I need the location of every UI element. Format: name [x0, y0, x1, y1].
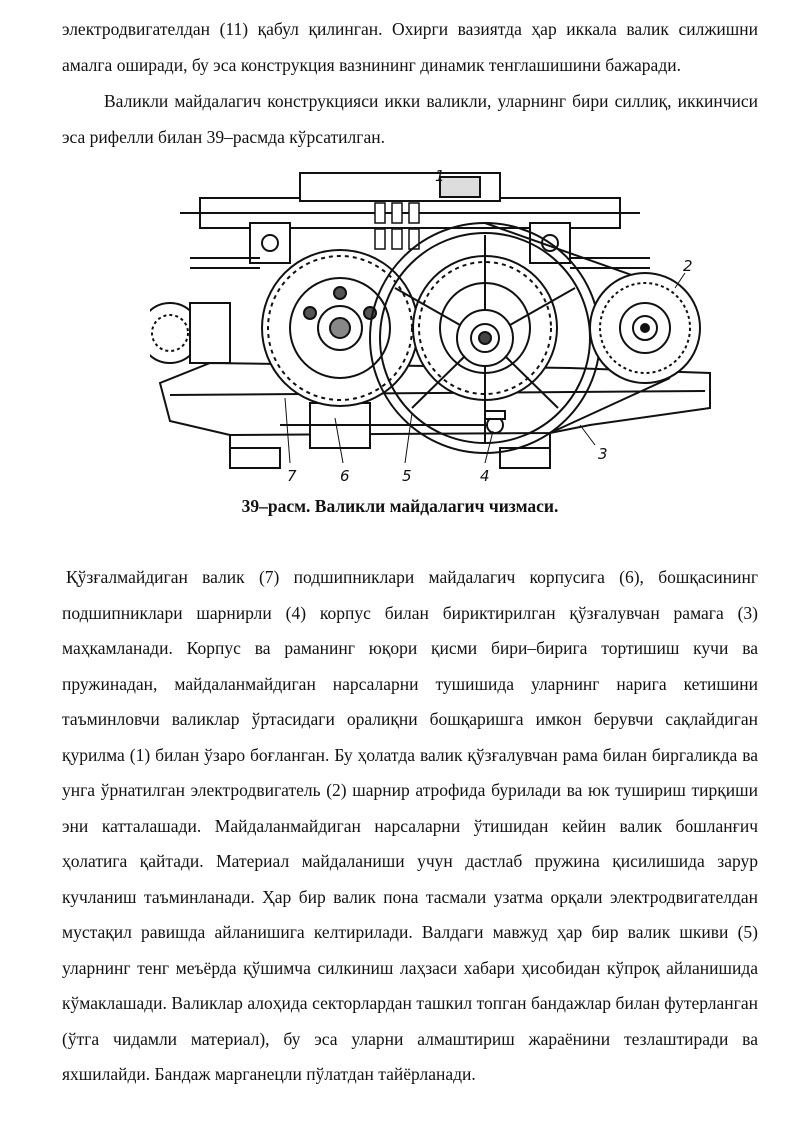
- hinge-housing: [485, 411, 505, 433]
- paragraph-intro: электродвигателдан (11) қабул қилинган. Охирги вазиятда ҳар иккала валик силжишни амалга оширади, бу эса конструкция вазнининг динамик тенглашишини бажаради.: [62, 19, 758, 75]
- left-motor: [150, 303, 230, 363]
- roller-crusher-drawing: [150, 163, 730, 493]
- callout-1: 1: [435, 167, 445, 185]
- paragraph-figure-reference: Валикли майдалагич конструкцияси икки валикли, уларнинг бири силлиқ, иккинчиси эса рифелли билан 39–расмда кўрсатилган.: [62, 91, 758, 147]
- callout-7: 7: [287, 467, 297, 485]
- callout-2: 2: [683, 257, 693, 275]
- callout-4: 4: [480, 467, 490, 485]
- right-motor: [590, 273, 700, 383]
- paragraph-description: Қўзғалмайдиган валик (7) подшипниклари майдалагич корпусига (6), бошқасининг подшипниклари шарнирли (4) корпус билан бириктирилган қўзғалувчан рамага (3) маҳкамланади. Корпус ва раманинг юқори қисми бири–бирига тортишиш кучи ва пружинадан, майдаланмайдиган нарсаларни тушишида уларнинг нарига кетишини таъминловчи валиклар ўртасидаги оралиқни бошқаришга имкон берувчи сақлайдиган қурилма (1) билан ўзаро боғланган. Бу ҳолатда валик қўзғалувчан рама билан биргаликда ва унга ўрнатилган электродвигатель (2) шарнир атрофида бурилади ва юк тушириш тирқиши эни катталашади. Майдаланмайдиган нарсаларни ўтишидан кейин валик бошланғич ҳолатига қайтади. Материал майдаланиши учун дастлаб пружина қисилишида зарур кучланиш таъминланади. Ҳар бир валик пона тасмали узатма орқали электродвигателдан мустақил равишда айланишига келтирилади. Валдаги мавжуд ҳар бир валик шкиви (5) уларнинг тенг меъёрда қўшимча силкиниш лаҳзаси хабари ҳисобидан кўпроқ айланишида кўмаклашади. Валиклар алоҳида секторлардан ташкил топган бандажлар билан футерланган (ўтга чидамли материал), бу эса уларни алмаштириш жараёнини тезлаштиради ва яхшилайди. Бандаж марганецли пўлатдан тайёрланади.: [62, 567, 758, 1084]
- callout-3: 3: [598, 445, 608, 463]
- callout-5: 5: [402, 467, 412, 485]
- callout-6: 6: [340, 467, 350, 485]
- fixed-roller: [262, 250, 418, 406]
- figure-caption: 39–расм. Валикли майдалагич чизмаси.: [241, 496, 559, 516]
- top-frame: [180, 173, 650, 268]
